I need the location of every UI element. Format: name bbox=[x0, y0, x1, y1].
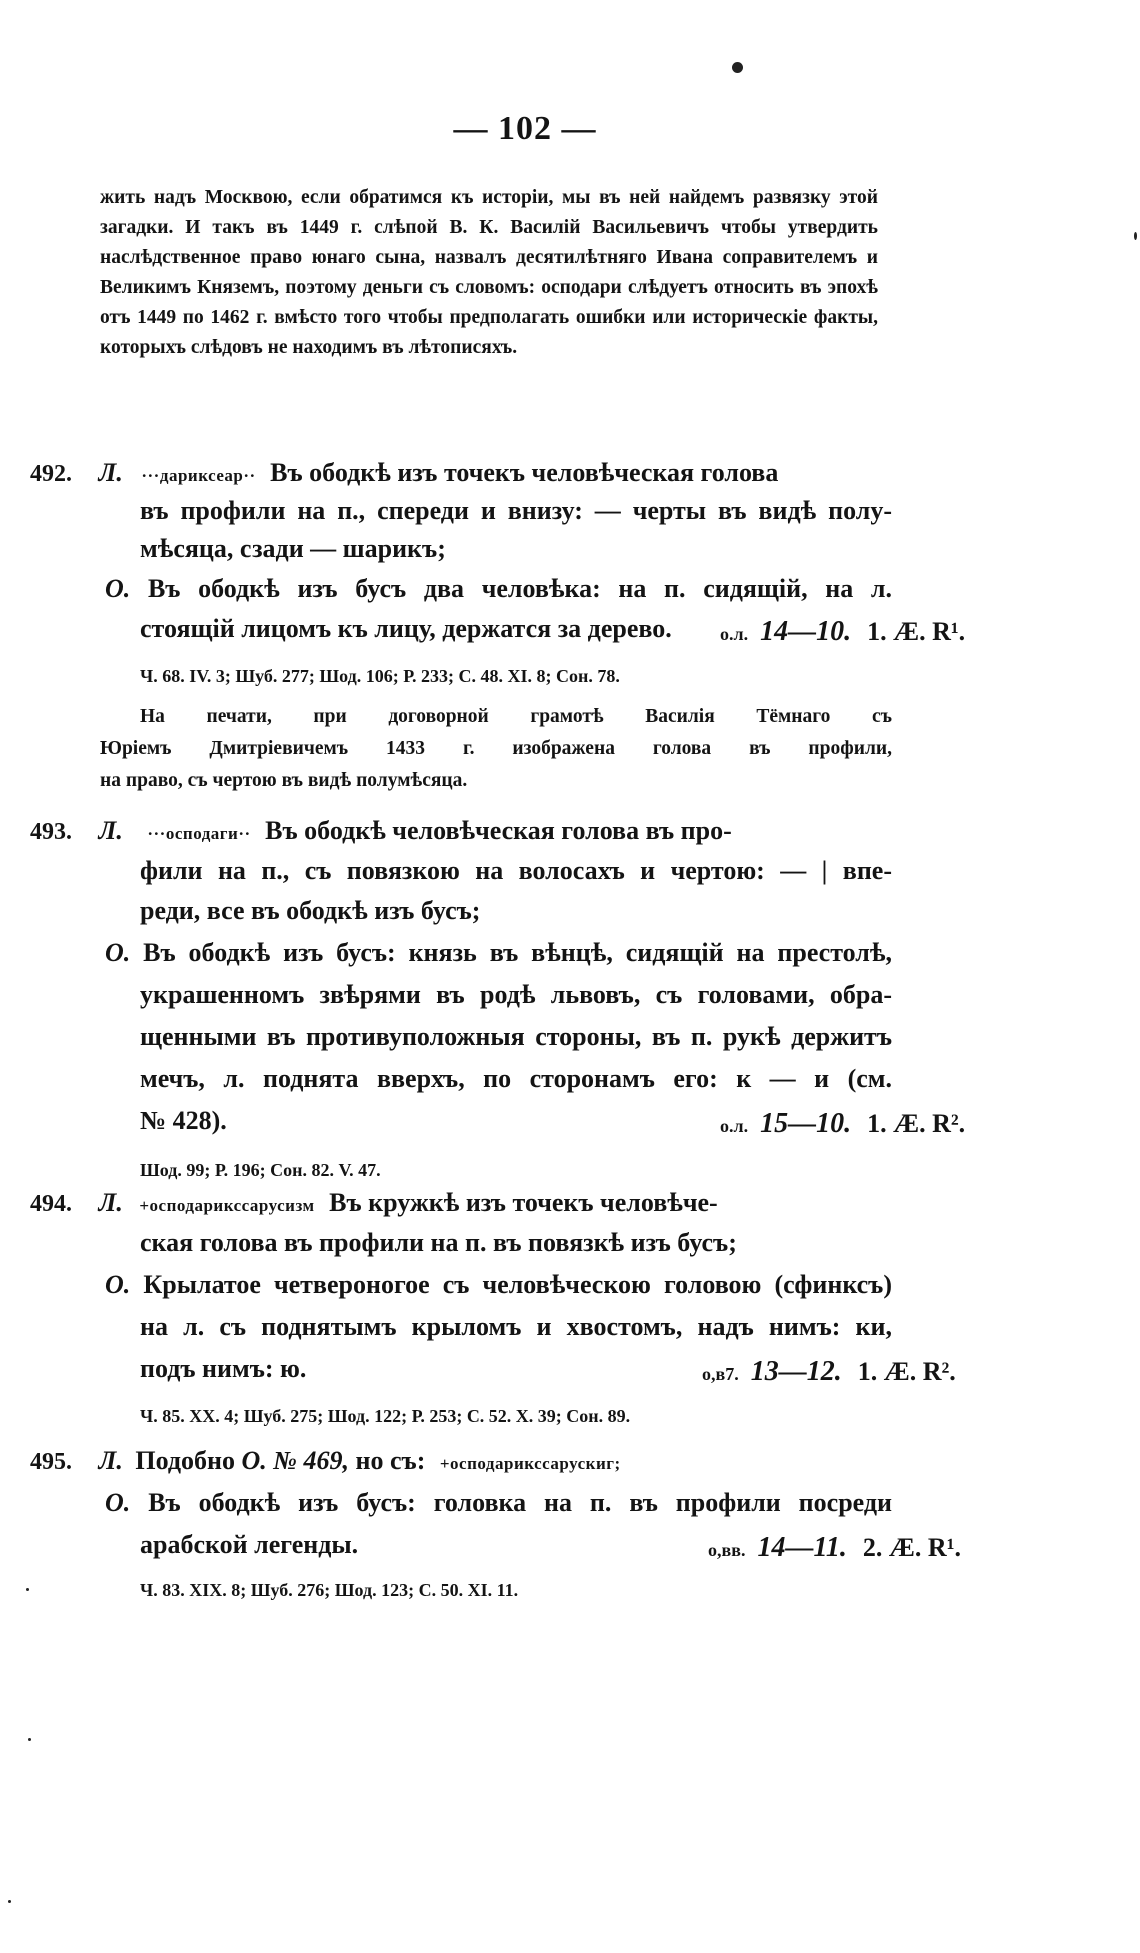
coin-dimensions: 15—10. bbox=[760, 1108, 852, 1139]
references: Ч. 83. XIX. 8; Шуб. 276; Шод. 123; С. 50. XI. 11. bbox=[140, 1580, 519, 1600]
reverse-label: О. bbox=[105, 574, 131, 603]
coin-inscription: +осподарикссарусизм bbox=[139, 1196, 315, 1215]
intro-paragraph: жить надъ Москвою, если обратимся къ исторіи, мы въ ней найдемъ развязку этой загадки. И такъ въ 1449 г. слѣпой В. К. Василій Васильевичъ чтобы утвердить наслѣдственное право юнаго сына, назвалъ десятилѣтняго Ивана соправителемъ и Великимъ Княземъ, поэтому деньги съ словомъ: осподари слѣдуетъ относить въ эпохѣ отъ 1449 по 1462 г. вмѣсто того чтобы предполагать ошибки или историческіе факты, которыхъ слѣдовъ не находимъ въ лѣтописяхъ. bbox=[100, 187, 878, 358]
entry-number: 494. bbox=[30, 1191, 72, 1217]
obverse-label: Л. bbox=[98, 1446, 123, 1475]
scan-speck bbox=[28, 1738, 31, 1741]
description-line: реди, все въ ободкѣ изъ бусъ; bbox=[140, 896, 481, 925]
cross-reference: О. № 469, bbox=[241, 1446, 350, 1475]
note-line: На печати, при договорной грамотѣ Василія Тёмнаго съ bbox=[140, 706, 892, 727]
description-line: Въ ободкѣ изъ точекъ человѣческая голова bbox=[270, 458, 779, 487]
description-line: арабской легенды. bbox=[140, 1530, 359, 1559]
rarity-mark: 2. Æ. R¹. bbox=[862, 1533, 961, 1562]
description-line: Крылатое четвероногое съ человѣческою головою (сфинксъ) bbox=[143, 1270, 893, 1299]
description-line: Въ ободкѣ изъ бусъ: князь въ вѣнцѣ, сидящій на престолѣ, bbox=[143, 938, 892, 967]
description-line: ская голова въ профили на п. въ повязкѣ изъ бусъ; bbox=[140, 1228, 737, 1257]
reverse-label: О. bbox=[105, 938, 131, 967]
reverse-label: О. bbox=[105, 1270, 131, 1299]
entry-number: 493. bbox=[30, 819, 72, 845]
coin-inscription: ···дариксеар·· bbox=[141, 466, 256, 485]
description-line: щенными въ противуположныя стороны, въ п. рукѣ держитъ bbox=[140, 1022, 892, 1051]
page-number: — 102 — bbox=[453, 110, 597, 147]
rarity-mark: 1. Æ. R¹. bbox=[867, 617, 966, 646]
reverse-label: О. bbox=[105, 1488, 131, 1517]
description-line: Въ кружкѣ изъ точекъ человѣче- bbox=[329, 1188, 718, 1217]
obverse-label: Л. bbox=[98, 1188, 123, 1217]
note-line: Юріемъ Дмитріевичемъ 1433 г. изображена голова въ профили, bbox=[100, 738, 892, 759]
weight-label: о.л. bbox=[720, 624, 749, 644]
entry-number: 495. bbox=[30, 1449, 72, 1475]
description-text: но съ: bbox=[355, 1446, 426, 1475]
weight-label: о.л. bbox=[720, 1116, 749, 1136]
scan-speck bbox=[732, 62, 743, 73]
description-line: стоящій лицомъ къ лицу, держатся за дерево. bbox=[140, 614, 672, 643]
references: Ч. 85. XX. 4; Шуб. 275; Шод. 122; Р. 253; С. 52. X. 39; Сон. 89. bbox=[140, 1406, 631, 1426]
scan-speck bbox=[26, 1588, 29, 1591]
description-line: мечъ, л. поднята вверхъ, по сторонамъ его: к — и (см. bbox=[140, 1064, 892, 1093]
description-line: Въ ободкѣ человѣческая голова въ про- bbox=[265, 816, 732, 845]
description-line: Въ ободкѣ изъ бусъ: головка на п. въ профили посреди bbox=[148, 1488, 892, 1517]
rarity-mark: 1. Æ. R². bbox=[867, 1109, 966, 1138]
coin-inscription: +осподарикссарускиг; bbox=[439, 1454, 621, 1473]
weight-label: о,вв. bbox=[708, 1540, 746, 1560]
coin-dimensions: 14—11. bbox=[757, 1532, 847, 1563]
description-line: въ профили на п., спереди и внизу: — черты въ видѣ полу- bbox=[140, 496, 892, 525]
rarity-mark: 1. Æ. R². bbox=[857, 1357, 956, 1386]
obverse-label: Л. bbox=[98, 816, 123, 845]
description-line: подъ нимъ: ю. bbox=[140, 1354, 307, 1383]
references: Ч. 68. IV. 3; Шуб. 277; Шод. 106; Р. 233; С. 48. XI. 8; Сон. 78. bbox=[140, 666, 620, 686]
coin-inscription: ···осподаги·· bbox=[147, 824, 251, 843]
scan-speck bbox=[8, 1900, 11, 1903]
description-line: мѣсяца, сзади — шарикъ; bbox=[140, 534, 446, 563]
obverse-label: Л. bbox=[98, 458, 123, 487]
coin-dimensions: 14—10. bbox=[760, 616, 852, 647]
description-line: украшенномъ звѣрями въ родѣ львовъ, съ головами, обра- bbox=[140, 980, 892, 1009]
description-line: фили на п., съ повязкою на волосахъ и чертою: — | впе- bbox=[140, 856, 892, 885]
description-line: на л. съ поднятымъ крыломъ и хвостомъ, надъ нимъ: ки, bbox=[140, 1312, 892, 1341]
note-line: на право, съ чертою въ видѣ полумѣсяца. bbox=[100, 770, 468, 791]
entry-number: 492. bbox=[30, 461, 72, 487]
coin-dimensions: 13—12. bbox=[750, 1356, 842, 1387]
weight-label: о,в7. bbox=[702, 1364, 739, 1384]
description-line: № 428). bbox=[140, 1106, 227, 1135]
description-line: Въ ободкѣ изъ бусъ два человѣка: на п. сидящій, на л. bbox=[147, 574, 892, 603]
references: Шод. 99; Р. 196; Сон. 82. V. 47. bbox=[140, 1160, 381, 1180]
scan-speck bbox=[1134, 232, 1137, 240]
description-text: Подобно bbox=[135, 1446, 235, 1475]
